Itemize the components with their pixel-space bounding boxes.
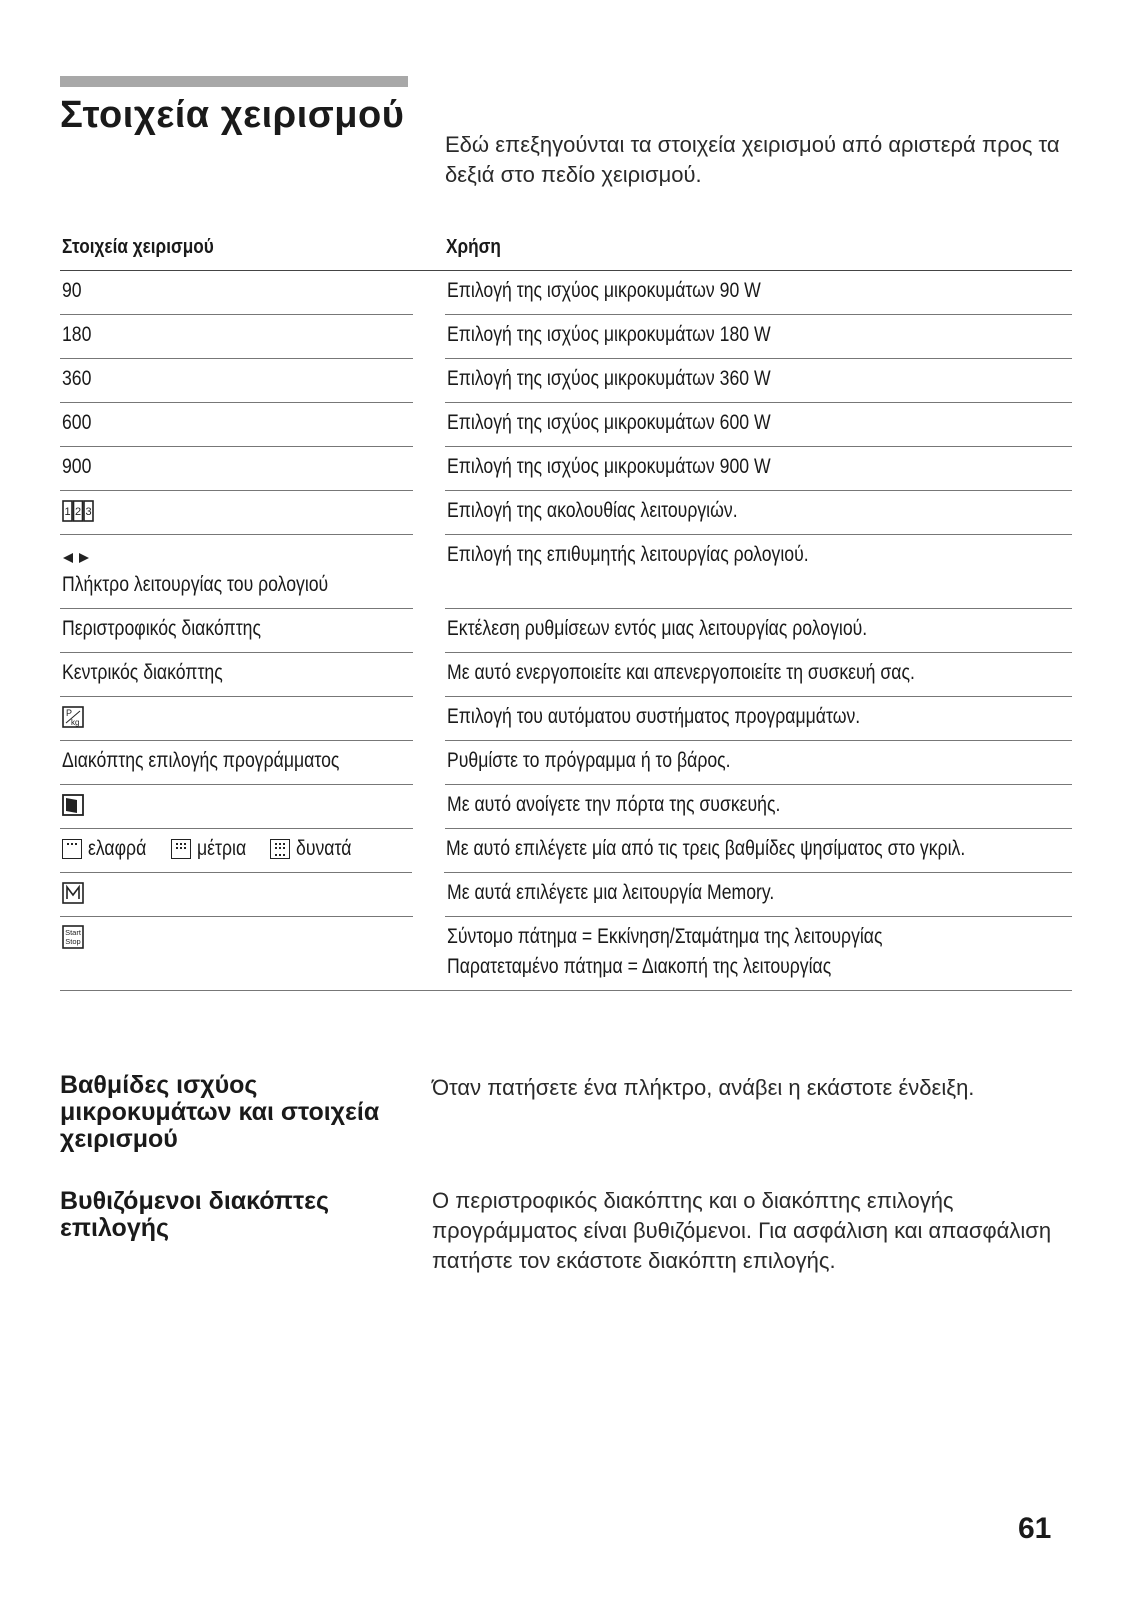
stop-icon-label: Stop [65,937,81,947]
section-heading-power-levels: Βαθμίδες ισχύος μικροκυμάτων και στοιχεία χειρισμού [60,1071,380,1153]
table-row [60,315,1072,359]
usage-text: Σύντομο πάτημα = Εκκίνηση/Σταμάτημα της λειτουργίας [447,925,883,948]
title-bar-decoration [60,76,408,87]
table-row [60,697,1072,741]
table-row [60,403,1072,447]
table-row [60,741,1072,785]
sequence-123-icon [62,500,94,522]
element-label: Διακόπτης επιλογής προγράμματος [62,749,340,772]
element-label: 600 [62,411,92,434]
page-title: Στοιχεία χειρισμού [60,94,405,136]
column-header-usage: Χρήση [446,236,501,258]
door-open-icon [62,794,84,816]
table-row [60,491,1072,535]
svg-text:3: 3 [85,506,92,519]
usage-text: Με αυτό ανοίγετε την πόρτα της συσκευής. [447,793,781,816]
usage-text: Επιλογή της ισχύος μικροκυμάτων 180 W [447,323,771,346]
start-icon-label: Start [65,928,81,938]
usage-text: Επιλογή της επιθυμητής λειτουργίας ρολογιού. [447,543,809,566]
auto-program-pkg-icon [62,706,84,728]
element-label: Κεντρικός διακόπτης [62,661,223,684]
element-label: 90 [62,279,82,302]
usage-text: Επιλογή της ισχύος μικροκυμάτων 90 W [447,279,762,302]
column-header-element: Στοιχεία χειρισμού [62,236,214,258]
usage-text: Επιλογή της ισχύος μικροκυμάτων 360 W [447,367,771,390]
table-row [60,873,1072,917]
table-row [60,653,1072,697]
table-row [60,271,1072,315]
grill-level-label: ελαφρά [88,837,147,860]
usage-text: Επιλογή της ακολουθίας λειτουργιών. [447,499,738,522]
usage-text: Με αυτό ενεργοποιείτε και απενεργοποιείτε τη συσκευή σας. [447,661,916,684]
table-header [60,228,1072,271]
svg-text:kg: kg [71,718,80,728]
controls-table [60,228,1072,991]
grill-strong-icon [270,839,290,859]
svg-text:2: 2 [74,506,82,519]
section-heading-retractable-switches: Βυθιζόμενοι διακόπτες επιλογής [60,1187,329,1242]
grill-medium-icon [171,839,191,859]
table-bottom-rule [60,990,1072,991]
intro-text: Εδώ επεξηγούνται τα στοιχεία χειρισμού από αριστερά προς τα δεξιά στο πεδίο χειρισμού. [445,132,1060,187]
memory-m-icon [62,882,84,904]
section-text-retractable-switches: Ο περιστροφικός διακόπτης και ο διακόπτης επιλογής προγράμματος είναι βυθιζόμενοι. Για ασφάλιση και απασφάλιση πατήστε τον εκάστοτε διακόπτη επιλογής. [432,1188,1052,1273]
svg-text:P: P [66,708,73,719]
usage-text: Με αυτά επιλέγετε μια λειτουργία Memory. [447,881,775,904]
usage-text: Επιλογή της ισχύος μικροκυμάτων 900 W [447,455,771,478]
table-row [60,785,1072,829]
usage-text: Εκτέλεση ρυθμίσεων εντός μιας λειτουργίας ρολογιού. [447,617,868,640]
table-row [60,917,1072,990]
svg-text:1: 1 [64,506,71,519]
grill-light-icon [62,839,82,859]
usage-text: Ρυθμίστε το πρόγραμμα ή το βάρος. [447,749,731,772]
element-label: 360 [62,367,92,390]
section-text-power-levels: Όταν πατήσετε ένα πλήκτρο, ανάβει η εκάστοτε ένδειξη. [432,1075,975,1100]
clock-arrows-icon [62,550,90,566]
element-label: Πλήκτρο λειτουργίας του ρολογιού [62,573,329,596]
element-label: 180 [62,323,92,346]
page-number: 61 [1018,1512,1052,1545]
element-label: Περιστροφικός διακόπτης [62,617,261,640]
usage-text: Με αυτό επιλέγετε μία από τις τρεις βαθμίδες ψησίματος στο γκριλ. [446,837,966,860]
grill-level-label: δυνατά [295,837,352,860]
table-row [60,535,1072,609]
table-row [60,829,1072,873]
table-row [60,447,1072,491]
grill-level-label: μέτρια [197,837,247,860]
table-row [60,359,1072,403]
usage-text: Επιλογή του αυτόματου συστήματος προγραμμάτων. [447,705,861,728]
start-stop-icon [62,925,84,949]
table-row [60,609,1072,653]
usage-text: Παρατεταμένο πάτημα = Διακοπή της λειτουργίας [447,955,832,978]
usage-text: Επιλογή της ισχύος μικροκυμάτων 600 W [447,411,771,434]
element-label: 900 [62,455,92,478]
